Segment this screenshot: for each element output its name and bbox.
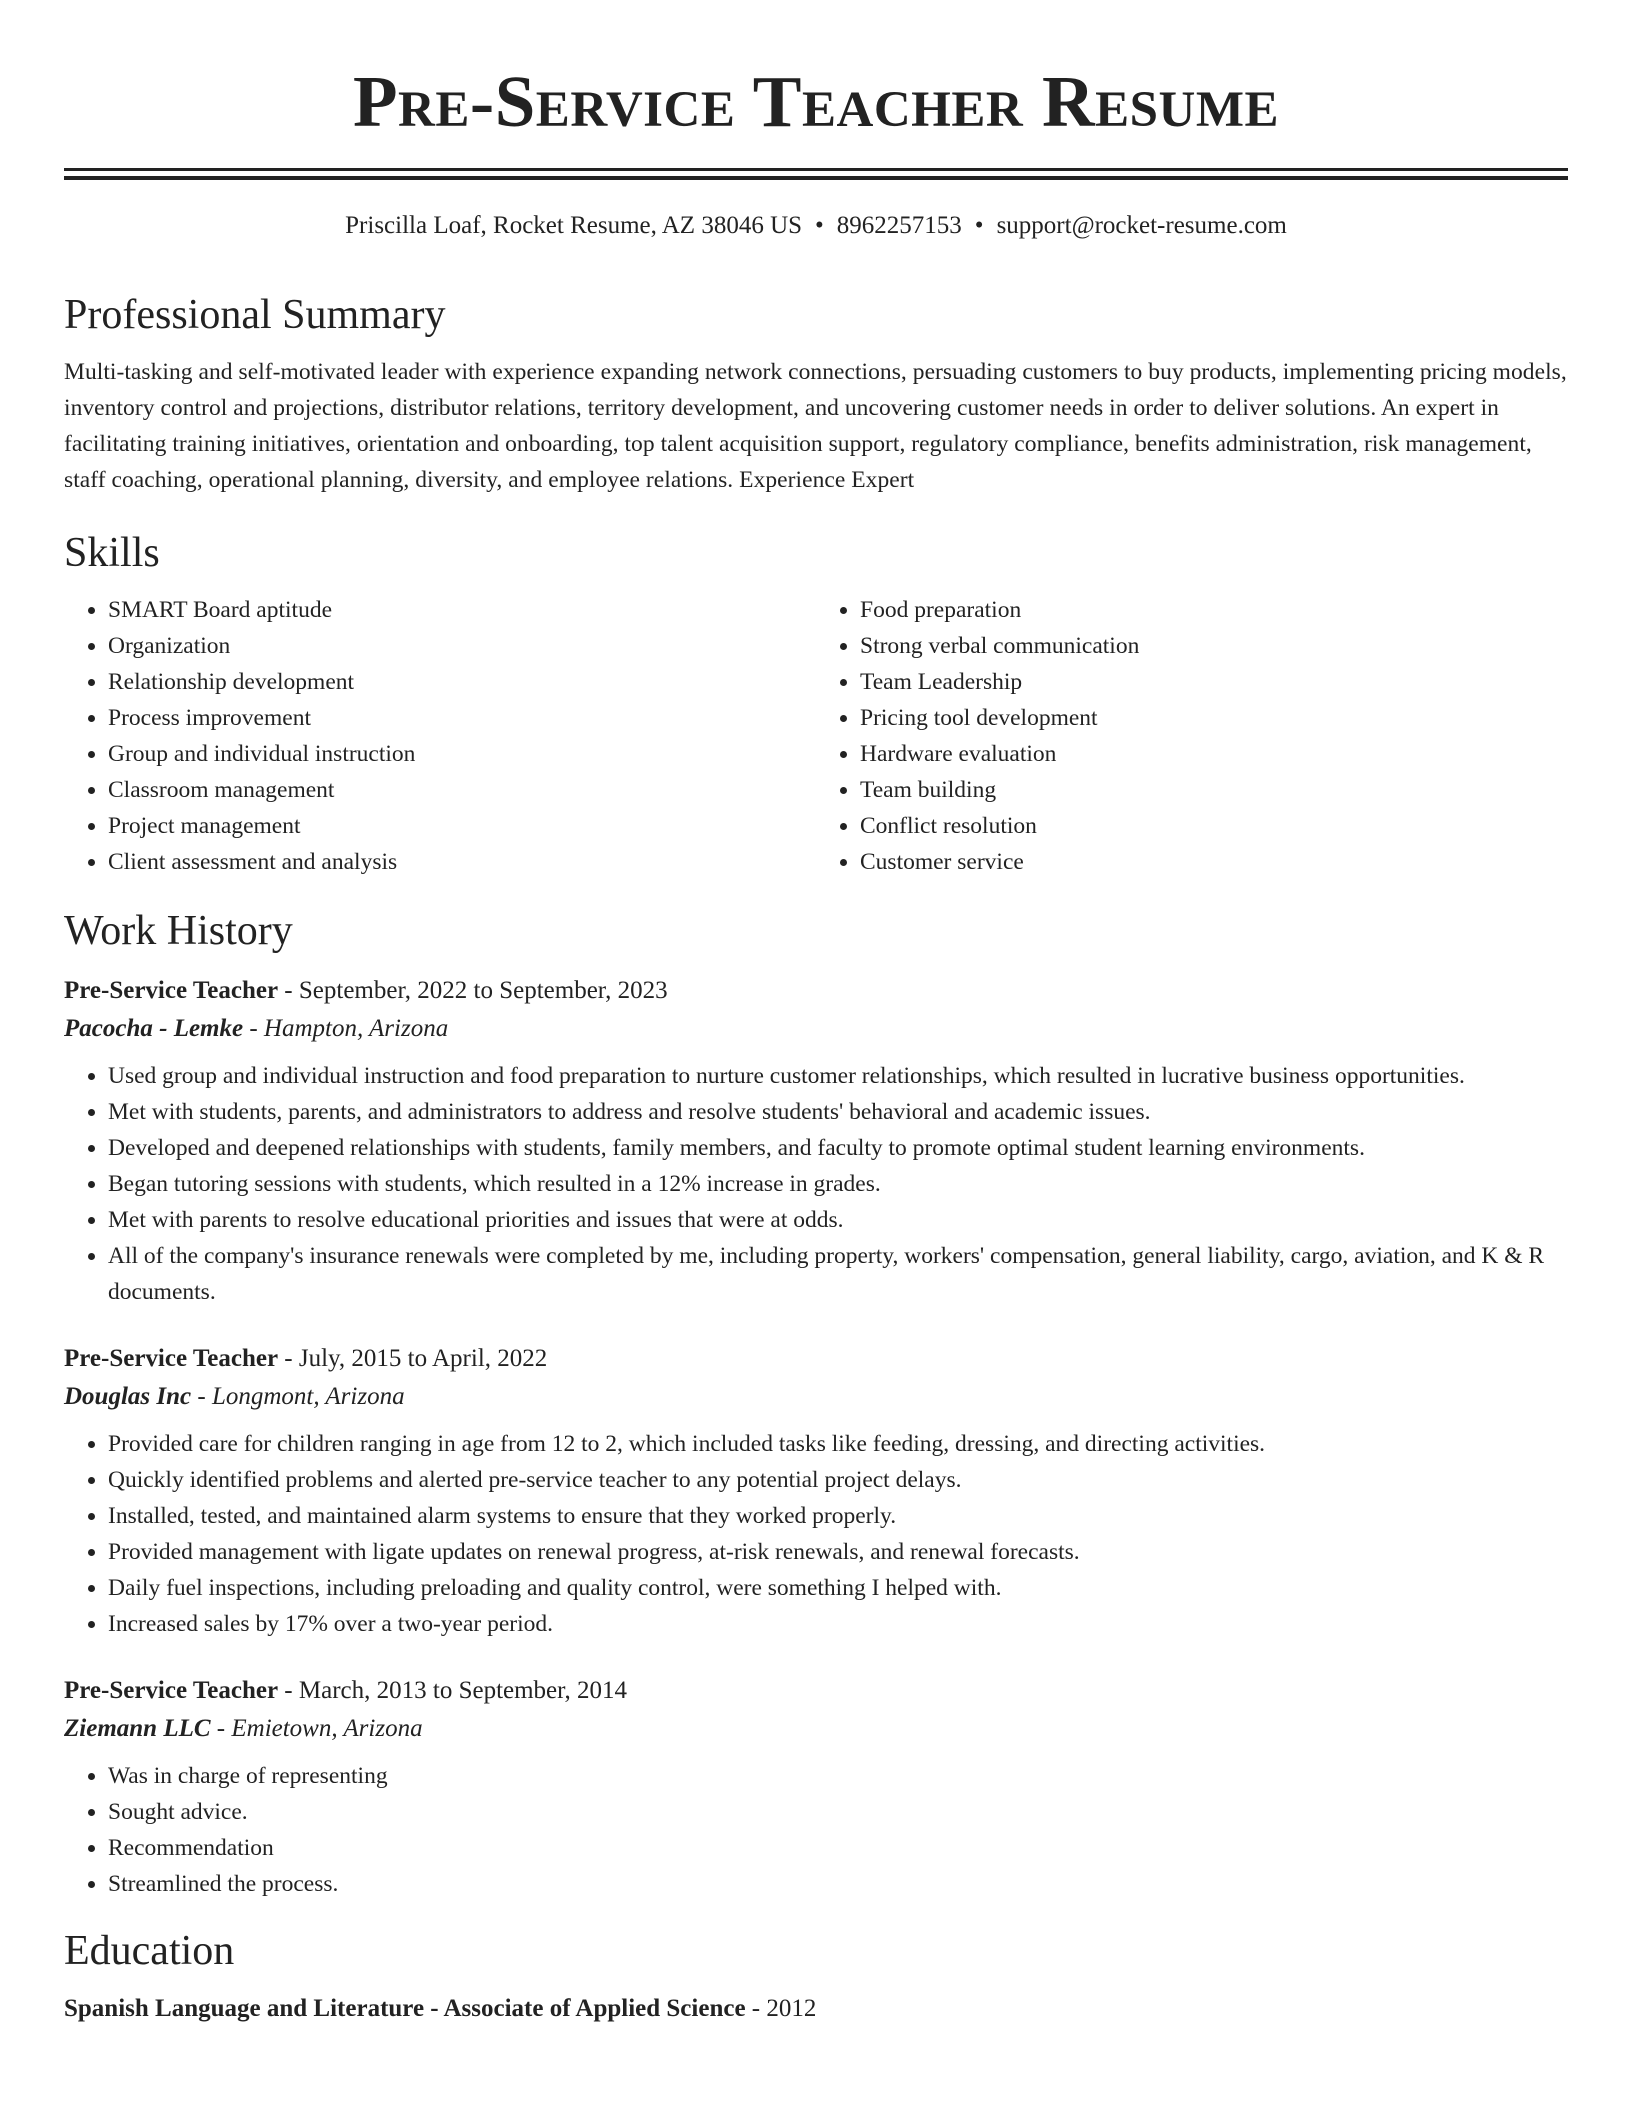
job-bullet: • Quickly identified problems and alerted pre-service teacher to any potential project delays. bbox=[108, 1462, 1568, 1498]
skill-item: • Team building bbox=[860, 772, 1568, 808]
job-bullet: • Provided management with ligate updates on renewal progress, at-risk renewals, and renewal forecasts. bbox=[108, 1534, 1568, 1570]
contact-separator: • bbox=[974, 212, 984, 239]
skill-item: • Pricing tool development bbox=[860, 700, 1568, 736]
job-company: Pacocha - Lemke bbox=[64, 1015, 244, 1042]
job-dates: - September, 2022 to September, 2023 bbox=[278, 977, 668, 1004]
skill-item: • Conflict resolution bbox=[860, 808, 1568, 844]
job-bullet: • Installed, tested, and maintained alarm systems to ensure that they worked properly. bbox=[108, 1498, 1568, 1534]
title-divider-secondary bbox=[64, 176, 1568, 180]
job-bullet: • Increased sales by 17% over a two-year period. bbox=[108, 1606, 1568, 1642]
job-bullet: • Met with parents to resolve educational priorities and issues that were at odds. bbox=[108, 1202, 1568, 1238]
resume-page bbox=[64, 0, 1568, 2028]
job-employer bbox=[64, 1710, 1568, 1748]
skill-item: • Strong verbal communication bbox=[860, 628, 1568, 664]
summary-text: Multi-tasking and self-motivated leader with experience expanding network connections, persuading customers to buy products, implementing pricing models, inventory control and projections, distributor relations, territory development, and uncovering customer needs in order to deliver solutions. An expert in facilitating training initiatives, orientation and onboarding, top talent acquisition support, regulatory compliance, benefits administration, risk management, staff coaching, operational planning, diversity, and employee relations. Experience Expert bbox=[64, 359, 1567, 493]
skills-column-left bbox=[64, 592, 816, 880]
summary-heading: Professional Summary bbox=[64, 292, 446, 338]
work-history-heading: Work History bbox=[64, 908, 293, 954]
job-bullets bbox=[64, 1058, 1568, 1310]
skill-item: • Team Leadership bbox=[860, 664, 1568, 700]
job-company: Ziemann LLC bbox=[64, 1715, 211, 1742]
job-title: Pre-Service Teacher bbox=[64, 1345, 279, 1372]
job-employer bbox=[64, 1378, 1568, 1416]
skill-item: • Hardware evaluation bbox=[860, 736, 1568, 772]
skill-item: • Relationship development bbox=[108, 664, 816, 700]
job-company: Douglas Inc bbox=[64, 1383, 192, 1410]
job-bullet: • All of the company's insurance renewals were completed by me, including property, workers' compensation, general liability, cargo, aviation, and K & R documents. bbox=[108, 1238, 1568, 1310]
job-bullet: • Met with students, parents, and administrators to address and resolve students' behavioral and academic issues. bbox=[108, 1094, 1568, 1130]
skill-item: • Process improvement bbox=[108, 700, 816, 736]
job-bullet: • Daily fuel inspections, including preloading and quality control, were something I helped with. bbox=[108, 1570, 1568, 1606]
job-header bbox=[64, 972, 1568, 1010]
skills-heading: Skills bbox=[64, 530, 160, 576]
skill-item: • Classroom management bbox=[108, 772, 816, 808]
skill-item: • SMART Board aptitude bbox=[108, 592, 816, 628]
job-title: Pre-Service Teacher bbox=[64, 977, 279, 1004]
education-year: - 2012 bbox=[745, 1995, 817, 2022]
job-bullet: • Streamlined the process. bbox=[108, 1866, 1568, 1902]
job-bullet: • Was in charge of representing bbox=[108, 1758, 1568, 1794]
job-title: Pre-Service Teacher bbox=[64, 1677, 279, 1704]
job-dates: - July, 2015 to April, 2022 bbox=[278, 1345, 548, 1372]
job-location: - Hampton, Arizona bbox=[243, 1015, 449, 1042]
job-bullets bbox=[64, 1758, 1568, 1902]
job-entry bbox=[64, 1672, 1568, 1902]
skill-item: • Group and individual instruction bbox=[108, 736, 816, 772]
education-entry bbox=[64, 1990, 1568, 2028]
job-entry bbox=[64, 972, 1568, 1310]
skill-item: • Project management bbox=[108, 808, 816, 844]
page-title: Pre-Service Teacher Resume bbox=[352, 61, 1280, 142]
skills-list bbox=[64, 592, 1568, 880]
job-bullets bbox=[64, 1426, 1568, 1642]
education-degree: Spanish Language and Literature - Associate of Applied Science bbox=[64, 1995, 746, 2022]
job-bullet: • Sought advice. bbox=[108, 1794, 1568, 1830]
job-employer bbox=[64, 1010, 1568, 1048]
job-header bbox=[64, 1672, 1568, 1710]
job-location: - Emietown, Arizona bbox=[210, 1715, 423, 1742]
contact-phone: 8962257153 bbox=[836, 212, 962, 239]
job-entry bbox=[64, 1340, 1568, 1642]
job-location: - Longmont, Arizona bbox=[191, 1383, 405, 1410]
job-bullet: • Began tutoring sessions with students, which resulted in a 12% increase in grades. bbox=[108, 1166, 1568, 1202]
job-dates: - March, 2013 to September, 2014 bbox=[278, 1677, 627, 1704]
job-bullet: • Provided care for children ranging in age from 12 to 2, which included tasks like feeding, dressing, and directing activities. bbox=[108, 1426, 1568, 1462]
contact-email[interactable]: support@rocket-resume.com bbox=[996, 212, 1287, 239]
job-bullet: • Developed and deepened relationships with students, family members, and faculty to promote optimal student learning environments. bbox=[108, 1130, 1568, 1166]
skill-item: • Client assessment and analysis bbox=[108, 844, 816, 880]
skill-item: • Food preparation bbox=[860, 592, 1568, 628]
contact-line bbox=[64, 208, 1568, 244]
job-bullet: • Recommendation bbox=[108, 1830, 1568, 1866]
contact-separator: • bbox=[815, 212, 824, 239]
job-header bbox=[64, 1340, 1568, 1378]
skills-column-right bbox=[816, 592, 1568, 880]
title-divider bbox=[64, 168, 1568, 171]
skill-item: • Customer service bbox=[860, 844, 1568, 880]
education-heading: Education bbox=[64, 1928, 235, 1974]
skill-item: • Organization bbox=[108, 628, 816, 664]
contact-address: Priscilla Loaf, Rocket Resume, AZ 38046 US bbox=[345, 212, 803, 239]
job-bullet: • Used group and individual instruction and food preparation to nurture customer relationships, which resulted in lucrative business opportunities. bbox=[108, 1058, 1568, 1094]
